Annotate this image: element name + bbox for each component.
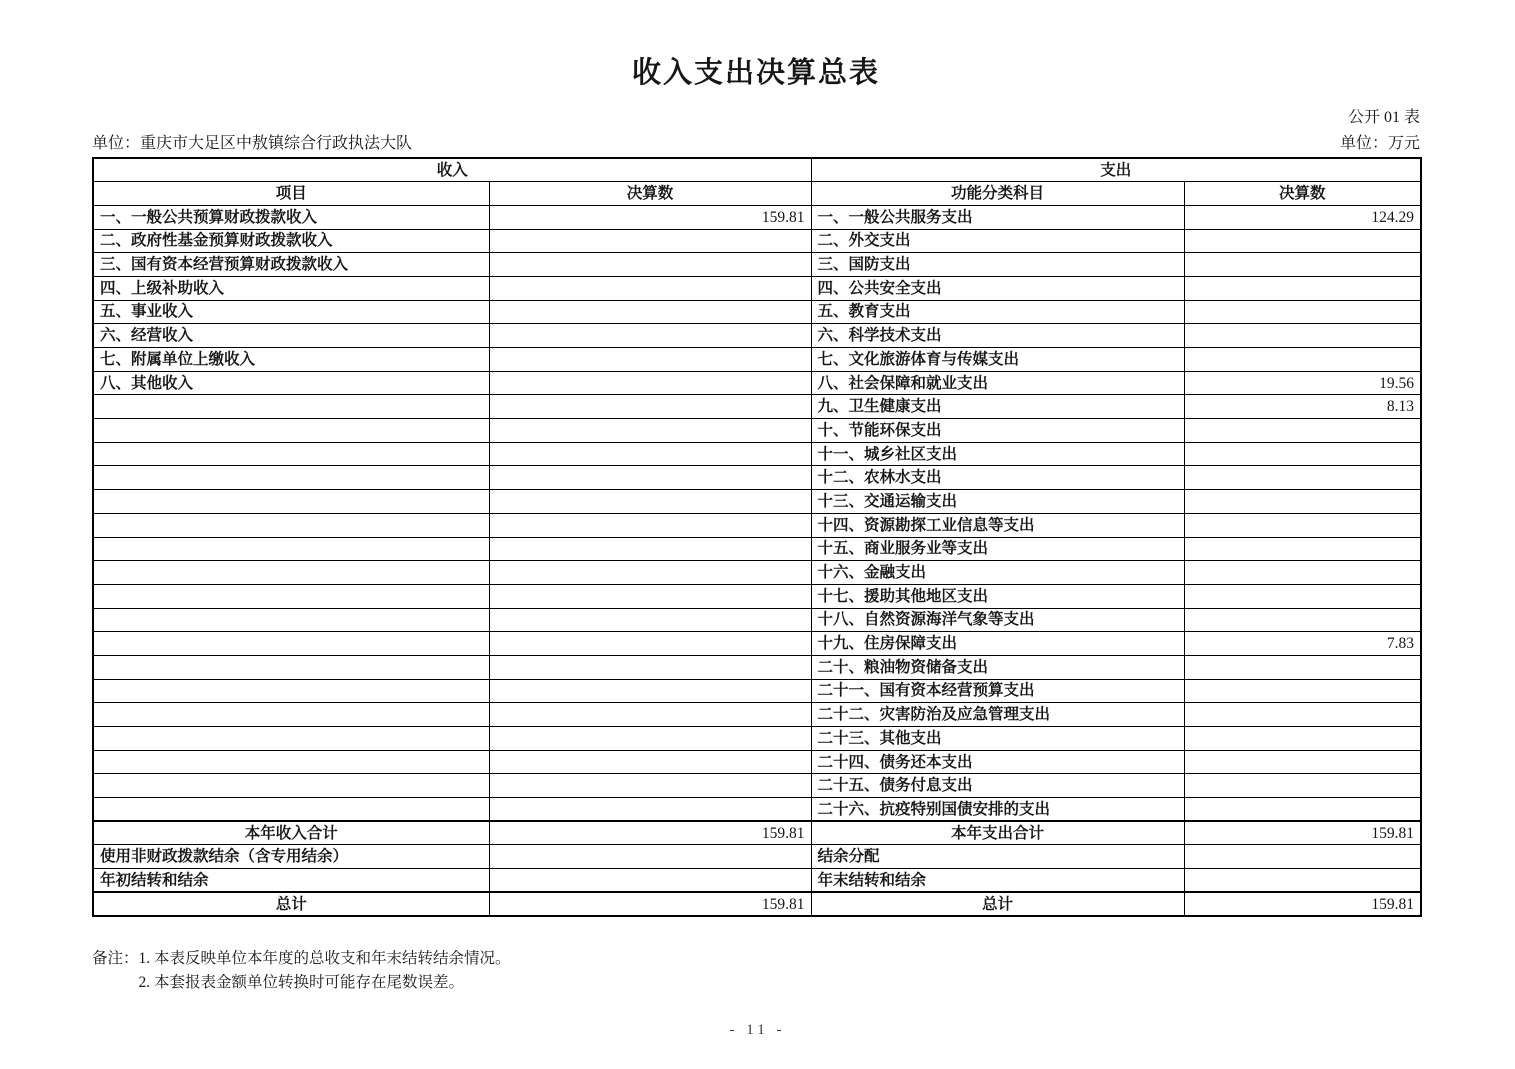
income-item-cell — [93, 395, 489, 419]
income-item-cell — [93, 632, 489, 656]
table-row — [93, 300, 1421, 324]
expense-value-cell — [1184, 750, 1421, 774]
income-value-cell — [489, 490, 811, 514]
table-row — [93, 490, 1421, 514]
expense-section-header: 支出 — [811, 158, 1421, 182]
expense-item-cell: 总计 — [811, 892, 1184, 916]
income-item-cell: 总计 — [93, 892, 489, 916]
expense-item-cell: 一、一般公共服务支出 — [811, 205, 1184, 229]
table-row — [93, 229, 1421, 253]
income-item-cell: 本年收入合计 — [93, 821, 489, 845]
expense-item-header: 功能分类科目 — [811, 182, 1184, 206]
expense-value-cell — [1184, 845, 1421, 869]
income-value-cell — [489, 679, 811, 703]
column-header-row — [93, 182, 1421, 206]
page-title: 收入支出决算总表 — [631, 57, 880, 89]
income-item-cell — [93, 774, 489, 798]
expense-value-cell — [1184, 276, 1421, 300]
expense-value-cell — [1184, 442, 1421, 466]
expense-item-cell: 十三、交通运输支出 — [811, 490, 1184, 514]
income-value-cell — [489, 798, 811, 822]
table-row — [93, 703, 1421, 727]
expense-value-cell — [1184, 561, 1421, 585]
income-value-cell — [489, 466, 811, 490]
table-row — [93, 419, 1421, 443]
expense-item-cell: 十九、住房保障支出 — [811, 632, 1184, 656]
income-value-cell — [489, 608, 811, 632]
income-value-cell — [489, 324, 811, 348]
expense-value-cell — [1184, 348, 1421, 372]
income-value-cell — [489, 561, 811, 585]
expense-value-cell — [1184, 324, 1421, 348]
income-item-cell — [93, 584, 489, 608]
income-value-header: 决算数 — [489, 182, 811, 206]
table-row — [93, 561, 1421, 585]
meta-line — [92, 130, 1420, 153]
income-item-cell — [93, 537, 489, 561]
table-row — [93, 679, 1421, 703]
income-item-cell — [93, 703, 489, 727]
table-row — [93, 774, 1421, 798]
income-item-cell — [93, 419, 489, 443]
income-item-header: 项目 — [93, 182, 489, 206]
expense-item-cell: 七、文化旅游体育与传媒支出 — [811, 348, 1184, 372]
expense-value-cell: 159.81 — [1184, 892, 1421, 916]
income-value-cell: 159.81 — [489, 892, 811, 916]
expense-value-cell: 8.13 — [1184, 395, 1421, 419]
table-row — [93, 869, 1421, 893]
income-value-cell — [489, 727, 811, 751]
note-line: 2. 本套报表金额单位转换时可能存在尾数误差。 — [138, 974, 465, 992]
expense-value-cell: 7.83 — [1184, 632, 1421, 656]
income-value-cell — [489, 869, 811, 893]
table-row — [93, 276, 1421, 300]
income-value-cell — [489, 253, 811, 277]
income-item-cell — [93, 490, 489, 514]
expense-item-cell: 二十一、国有资本经营预算支出 — [811, 679, 1184, 703]
expense-item-cell: 二十二、灾害防治及应急管理支出 — [811, 703, 1184, 727]
expense-item-cell: 十七、援助其他地区支出 — [811, 584, 1184, 608]
income-value-cell — [489, 395, 811, 419]
money-unit: 单位：万元 — [1339, 135, 1420, 152]
expense-value-cell — [1184, 727, 1421, 751]
expense-item-cell: 十六、金融支出 — [811, 561, 1184, 585]
expense-value-cell — [1184, 490, 1421, 514]
expense-item-cell: 九、卫生健康支出 — [811, 395, 1184, 419]
table-row — [93, 750, 1421, 774]
table-row — [93, 466, 1421, 490]
income-item-cell — [93, 561, 489, 585]
income-value-cell — [489, 750, 811, 774]
income-item-cell — [93, 513, 489, 537]
income-value-cell: 159.81 — [489, 821, 811, 845]
income-value-cell — [489, 537, 811, 561]
income-value-cell — [489, 419, 811, 443]
expense-value-cell — [1184, 774, 1421, 798]
income-value-cell — [489, 229, 811, 253]
income-item-cell — [93, 655, 489, 679]
income-value-cell — [489, 632, 811, 656]
page-number: - 11 - — [729, 1022, 786, 1038]
table-row — [93, 798, 1421, 822]
summary-table — [92, 157, 1422, 917]
expense-value-header: 决算数 — [1184, 182, 1421, 206]
income-item-cell: 六、经营收入 — [93, 324, 489, 348]
expense-item-cell: 八、社会保障和就业支出 — [811, 371, 1184, 395]
expense-value-cell — [1184, 513, 1421, 537]
income-value-cell — [489, 655, 811, 679]
table-row — [93, 584, 1421, 608]
expense-item-cell: 十、节能环保支出 — [811, 419, 1184, 443]
expense-item-cell: 年末结转和结余 — [811, 869, 1184, 893]
expense-value-cell — [1184, 466, 1421, 490]
income-value-cell — [489, 348, 811, 372]
expense-value-cell — [1184, 229, 1421, 253]
income-value-cell: 159.81 — [489, 205, 811, 229]
income-value-cell — [489, 442, 811, 466]
income-value-cell — [489, 513, 811, 537]
income-item-cell — [93, 442, 489, 466]
income-item-cell — [93, 679, 489, 703]
expense-value-cell — [1184, 655, 1421, 679]
table-row — [93, 324, 1421, 348]
expense-item-cell: 五、教育支出 — [811, 300, 1184, 324]
table-row — [93, 892, 1421, 916]
table-row — [93, 537, 1421, 561]
table-row — [93, 253, 1421, 277]
table-row — [93, 727, 1421, 751]
notes-lines — [139, 947, 511, 995]
expense-value-cell — [1184, 608, 1421, 632]
income-value-cell — [489, 300, 811, 324]
expense-value-cell — [1184, 419, 1421, 443]
income-item-cell: 年初结转和结余 — [93, 869, 489, 893]
expense-value-cell — [1184, 798, 1421, 822]
income-value-cell — [489, 703, 811, 727]
table-row — [93, 205, 1421, 229]
income-item-cell: 一、一般公共预算财政拨款收入 — [93, 205, 489, 229]
table-row — [93, 632, 1421, 656]
expense-value-cell: 159.81 — [1184, 821, 1421, 845]
table-row — [93, 395, 1421, 419]
income-item-cell — [93, 798, 489, 822]
income-item-cell: 四、上级补助收入 — [93, 276, 489, 300]
income-item-cell — [93, 466, 489, 490]
expense-item-cell: 十一、城乡社区支出 — [811, 442, 1184, 466]
unit-name: 单位：重庆市大足区中敖镇综合行政执法大队 — [92, 135, 413, 152]
table-row — [93, 821, 1421, 845]
expense-value-cell — [1184, 253, 1421, 277]
expense-value-cell: 124.29 — [1184, 205, 1421, 229]
expense-item-cell: 二十六、抗疫特别国债安排的支出 — [811, 798, 1184, 822]
table-code: 公开 01 表 — [1347, 109, 1420, 126]
notes — [92, 947, 1420, 995]
expense-item-cell: 十五、商业服务业等支出 — [811, 537, 1184, 561]
expense-item-cell: 三、国防支出 — [811, 253, 1184, 277]
expense-item-cell: 十四、资源勘探工业信息等支出 — [811, 513, 1184, 537]
table-row — [93, 442, 1421, 466]
income-item-cell: 五、事业收入 — [93, 300, 489, 324]
expense-item-cell: 本年支出合计 — [811, 821, 1184, 845]
expense-item-cell: 结余分配 — [811, 845, 1184, 869]
table-row — [93, 608, 1421, 632]
table-row — [93, 348, 1421, 372]
expense-value-cell: 19.56 — [1184, 371, 1421, 395]
expense-item-cell: 二、外交支出 — [811, 229, 1184, 253]
expense-item-cell: 四、公共安全支出 — [811, 276, 1184, 300]
income-value-cell — [489, 584, 811, 608]
income-item-cell — [93, 750, 489, 774]
expense-item-cell: 二十四、债务还本支出 — [811, 750, 1184, 774]
document-sheet — [92, 0, 1420, 995]
expense-item-cell: 十八、自然资源海洋气象等支出 — [811, 608, 1184, 632]
table-row — [93, 371, 1421, 395]
expense-item-cell: 六、科学技术支出 — [811, 324, 1184, 348]
income-value-cell — [489, 276, 811, 300]
income-value-cell — [489, 845, 811, 869]
income-value-cell — [489, 371, 811, 395]
income-item-cell: 八、其他收入 — [93, 371, 489, 395]
expense-value-cell — [1184, 703, 1421, 727]
income-item-cell: 使用非财政拨款结余（含专用结余） — [93, 845, 489, 869]
section-header-row — [93, 158, 1421, 182]
expense-item-cell: 十二、农林水支出 — [811, 466, 1184, 490]
expense-value-cell — [1184, 537, 1421, 561]
table-body — [93, 205, 1421, 916]
expense-item-cell: 二十三、其他支出 — [811, 727, 1184, 751]
income-item-cell: 二、政府性基金预算财政拨款收入 — [93, 229, 489, 253]
income-item-cell — [93, 727, 489, 751]
income-item-cell: 三、国有资本经营预算财政拨款收入 — [93, 253, 489, 277]
expense-item-cell: 二十五、债务付息支出 — [811, 774, 1184, 798]
expense-value-cell — [1184, 584, 1421, 608]
income-value-cell — [489, 774, 811, 798]
expense-item-cell: 二十、粮油物资储备支出 — [811, 655, 1184, 679]
expense-value-cell — [1184, 679, 1421, 703]
income-section-header: 收入 — [93, 158, 811, 182]
income-item-cell: 七、附属单位上缴收入 — [93, 348, 489, 372]
expense-value-cell — [1184, 869, 1421, 893]
table-row — [93, 845, 1421, 869]
table-row — [93, 513, 1421, 537]
table-row — [93, 655, 1421, 679]
income-item-cell — [93, 608, 489, 632]
expense-value-cell — [1184, 300, 1421, 324]
notes-label: 备注： — [92, 950, 139, 967]
note-line: 1. 本表反映单位本年度的总收支和年末结转结余情况。 — [138, 950, 511, 967]
